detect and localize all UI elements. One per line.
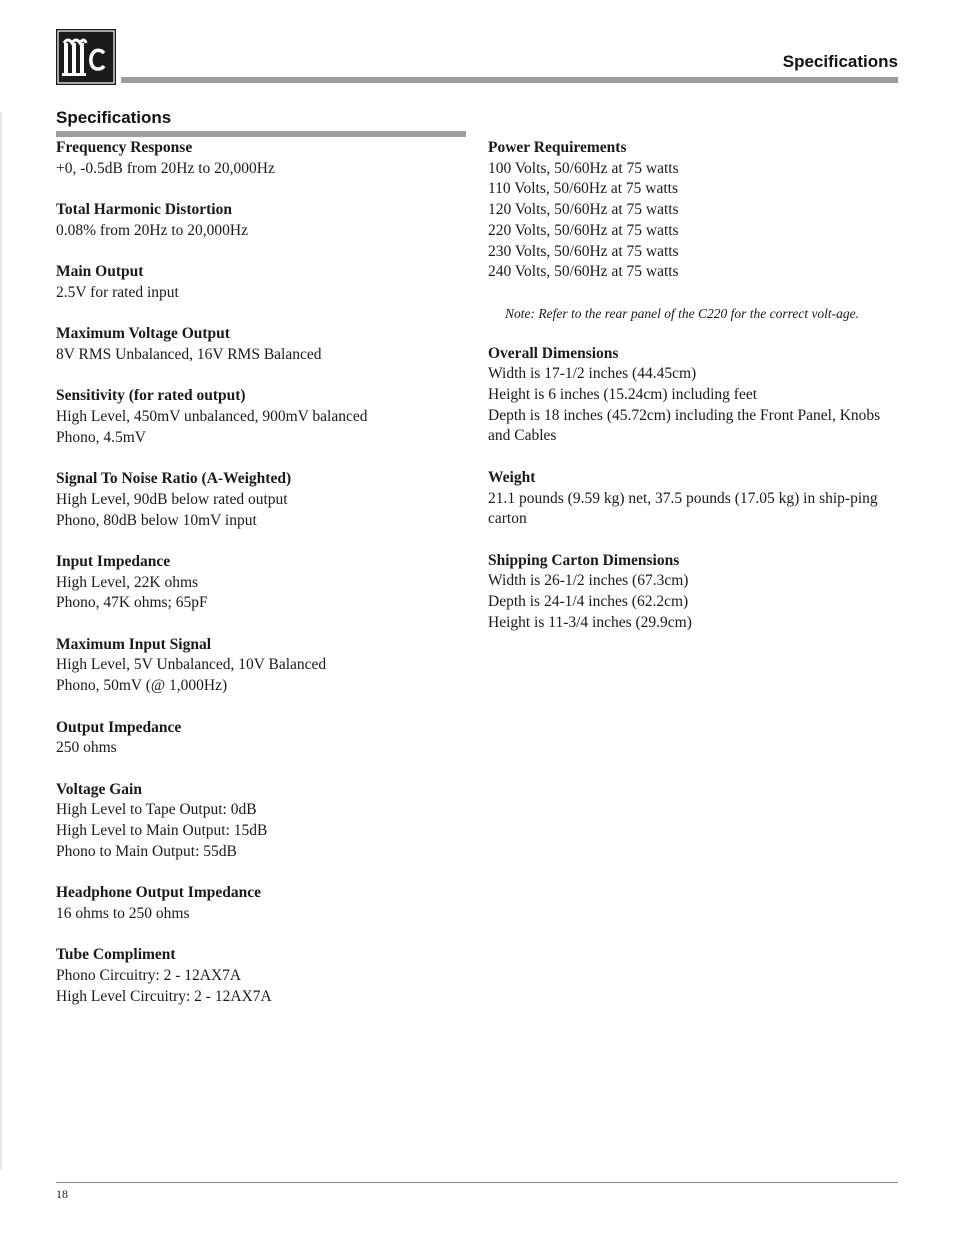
- spec-value: 0.08% from 20Hz to 20,000Hz: [56, 221, 248, 239]
- spec-block: [488, 551, 893, 634]
- spec-value: Width is 26-1/2 inches (67.3cm): [488, 572, 689, 590]
- spec-value: 16 ohms to 250 ohms: [56, 904, 190, 922]
- spec-value: 120 Volts, 50/60Hz at 75 watts: [488, 201, 679, 219]
- spec-value: 240 Volts, 50/60Hz at 75 watts: [488, 263, 679, 281]
- spec-value: 100 Volts, 50/60Hz at 75 watts: [488, 159, 679, 177]
- spec-value: 230 Volts, 50/60Hz at 75 watts: [488, 242, 679, 260]
- spec-value: 220 Volts, 50/60Hz at 75 watts: [488, 221, 679, 239]
- spec-heading: Main Output: [56, 263, 144, 281]
- spec-block: [488, 138, 893, 283]
- spec-heading: Weight: [488, 468, 536, 486]
- right-spec-column: [488, 138, 893, 654]
- spec-value: Phono, 47K ohms; 65pF: [56, 594, 208, 612]
- spec-value: High Level, 90dB below rated output: [56, 490, 288, 508]
- spec-block: [56, 138, 466, 179]
- spec-value: 250 ohms: [56, 739, 117, 757]
- spec-heading: Shipping Carton Dimensions: [488, 551, 680, 569]
- spec-value: 21.1 pounds (9.59 kg) net, 37.5 pounds (17.05 kg) in ship-ping carton: [488, 489, 878, 528]
- spec-block: [56, 262, 466, 303]
- spec-heading: Tube Compliment: [56, 946, 176, 964]
- left-spec-column: [56, 138, 466, 1028]
- spec-heading: Voltage Gain: [56, 780, 142, 798]
- spec-value: High Level to Main Output: 15dB: [56, 822, 268, 840]
- spec-block: [56, 552, 466, 614]
- spec-heading: Signal To Noise Ratio (A-Weighted): [56, 470, 292, 488]
- spec-value: +0, -0.5dB from 20Hz to 20,000Hz: [56, 159, 275, 177]
- spec-heading: Maximum Input Signal: [56, 635, 212, 653]
- spec-block: [56, 945, 466, 1007]
- spec-value: 2.5V for rated input: [56, 283, 179, 301]
- header-title: Specifications: [782, 52, 898, 71]
- spec-value: Phono, 80dB below 10mV input: [56, 511, 257, 529]
- spec-note: Note: Refer to the rear panel of the C220 for the correct volt-age.: [505, 305, 860, 321]
- spec-block: [56, 780, 466, 863]
- section-rule: [56, 131, 466, 137]
- spec-heading: Power Requirements: [488, 139, 627, 156]
- spec-heading: Output Impedance: [56, 718, 182, 736]
- spec-value: High Level, 450mV unbalanced, 900mV balanced: [56, 408, 368, 426]
- spec-value: High Level Circuitry: 2 - 12AX7A: [56, 987, 272, 1005]
- spec-value: Phono, 4.5mV: [56, 428, 146, 446]
- spec-value: Depth is 24-1/4 inches (62.2cm): [488, 593, 689, 611]
- spec-block: [56, 635, 466, 697]
- spec-heading: Maximum Voltage Output: [56, 325, 230, 343]
- spec-value: Phono, 50mV (@ 1,000Hz): [56, 677, 228, 695]
- spec-block: [488, 468, 893, 530]
- spec-heading: Total Harmonic Distortion: [56, 201, 232, 219]
- header-rule: [121, 77, 898, 83]
- spec-block: [56, 469, 466, 531]
- spec-value: Height is 6 inches (15.24cm) including feet: [488, 386, 758, 404]
- page-number: 18: [56, 1187, 68, 1201]
- spec-heading: Overall Dimensions: [488, 344, 619, 362]
- spec-heading: Headphone Output Impedance: [56, 884, 261, 902]
- spec-block: [56, 883, 466, 924]
- spec-heading: Input Impedance: [56, 552, 171, 570]
- spec-value: Phono Circuitry: 2 - 12AX7A: [56, 966, 242, 984]
- spec-value: 8V RMS Unbalanced, 16V RMS Balanced: [56, 345, 322, 363]
- spec-heading: Frequency Response: [56, 139, 193, 156]
- spec-value: High Level, 22K ohms: [56, 573, 199, 591]
- footer-rule: [56, 1182, 898, 1183]
- spec-value: High Level, 5V Unbalanced, 10V Balanced: [56, 656, 327, 674]
- spec-value: Height is 11-3/4 inches (29.9cm): [488, 613, 692, 631]
- spec-block: [56, 324, 466, 365]
- spec-heading: Sensitivity (for rated output): [56, 387, 246, 405]
- spec-value: Width is 17-1/2 inches (44.45cm): [488, 365, 697, 383]
- spec-value: Depth is 18 inches (45.72cm) including the Front Panel, Knobs and Cables: [488, 406, 881, 445]
- spec-value: High Level to Tape Output: 0dB: [56, 801, 257, 819]
- spec-block: [56, 718, 466, 759]
- spec-block: [56, 386, 466, 448]
- spec-block: [56, 200, 466, 241]
- section-title: Specifications: [56, 108, 172, 127]
- spec-value: 110 Volts, 50/60Hz at 75 watts: [488, 180, 679, 198]
- page-edge-shadow: [0, 112, 2, 1170]
- spec-block: [488, 344, 893, 448]
- mc-monogram-logo-icon: [56, 29, 116, 85]
- spec-value: Phono to Main Output: 55dB: [56, 842, 237, 860]
